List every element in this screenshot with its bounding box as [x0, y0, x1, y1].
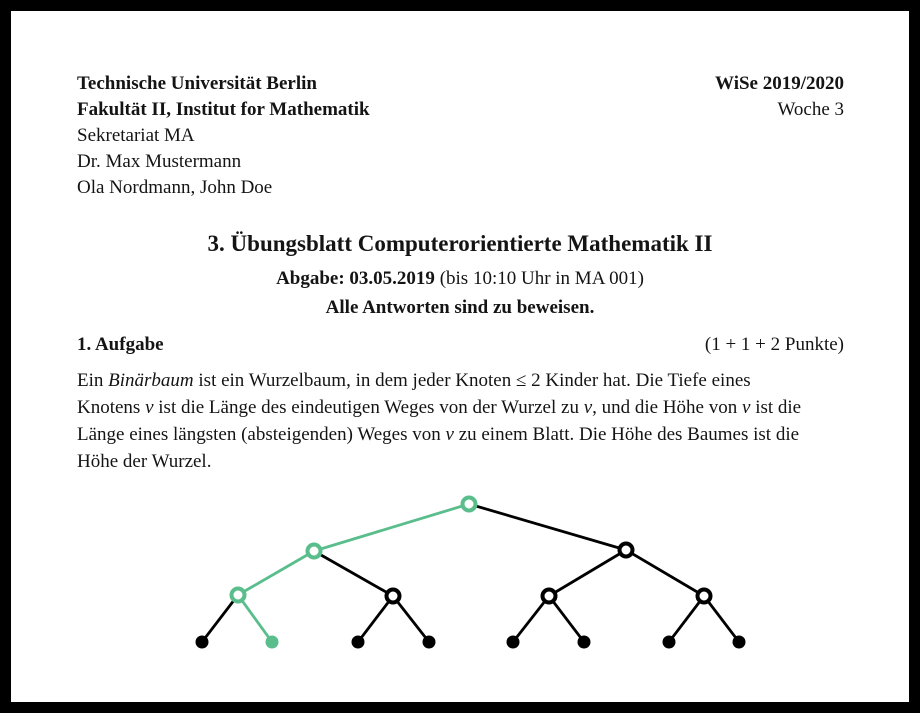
tree-edge [669, 596, 704, 642]
tree-edge [358, 596, 393, 642]
paragraph-line: Ein Binärbaum ist ein Wurzelbaum, in dem jeder Knoten ≤ 2 Kinder hat. Die Tiefe eines [77, 367, 869, 394]
proof-note: Alle Antworten sind zu beweisen. [11, 297, 909, 319]
tree-edge [393, 596, 429, 642]
university-name: Technische Universität Berlin [77, 71, 370, 97]
faculty-name: Fakultät II, Institut for Mathematik [77, 97, 370, 123]
lecturer-line: Dr. Max Mustermann [77, 149, 370, 175]
tree-leaf-node [733, 636, 746, 649]
tree-inner-node [308, 545, 321, 558]
tree-leaf-node [507, 636, 520, 649]
tree-edge [469, 504, 626, 550]
paragraph-line: Höhe der Wurzel. [77, 448, 869, 475]
tree-inner-node [232, 589, 245, 602]
tree-edge [626, 550, 704, 596]
tree-edge [202, 595, 238, 642]
semester-line: WiSe 2019/2020 [715, 71, 844, 97]
tree-edge [513, 596, 549, 642]
submission-details: (bis 10:10 Uhr in MA 001) [435, 268, 644, 289]
tree-leaf-node [423, 636, 436, 649]
tree-edge [549, 550, 626, 596]
tree-inner-node [543, 590, 556, 603]
tree-edge [314, 504, 469, 551]
tree-leaf-node [352, 636, 365, 649]
task-points: (1 + 1 + 2 Punkte) [705, 334, 844, 356]
tree-edge [314, 551, 393, 596]
task-label: 1. Aufgabe [77, 334, 164, 356]
tree-inner-node [698, 590, 711, 603]
tree-inner-node [463, 498, 476, 511]
sheet-title: 3. Übungsblatt Computerorientierte Mathematik II [11, 231, 909, 257]
tree-leaf-node [266, 636, 279, 649]
tree-inner-node [387, 590, 400, 603]
submission-deadline: Abgabe: 03.05.2019 [276, 268, 435, 289]
tree-leaf-node [578, 636, 591, 649]
assistants-line: Ola Nordmann, John Doe [77, 175, 370, 201]
tree-leaf-node [196, 636, 209, 649]
tree-edge [238, 595, 272, 642]
secretariat-line: Sekretariat MA [77, 123, 370, 149]
tree-edge [704, 596, 739, 642]
paragraph-line: Knotens v ist die Länge des eindeutigen Weges von der Wurzel zu v, und die Höhe von v ist die [77, 394, 869, 421]
binary-tree-figure [11, 11, 920, 724]
tree-edge [549, 596, 584, 642]
tree-leaf-node [663, 636, 676, 649]
tree-edge [238, 551, 314, 595]
week-line: Woche 3 [715, 97, 844, 123]
tree-inner-node [620, 544, 633, 557]
paragraph-line: Länge eines längsten (absteigenden) Weges von v zu einem Blatt. Die Höhe des Baumes ist die [77, 421, 869, 448]
